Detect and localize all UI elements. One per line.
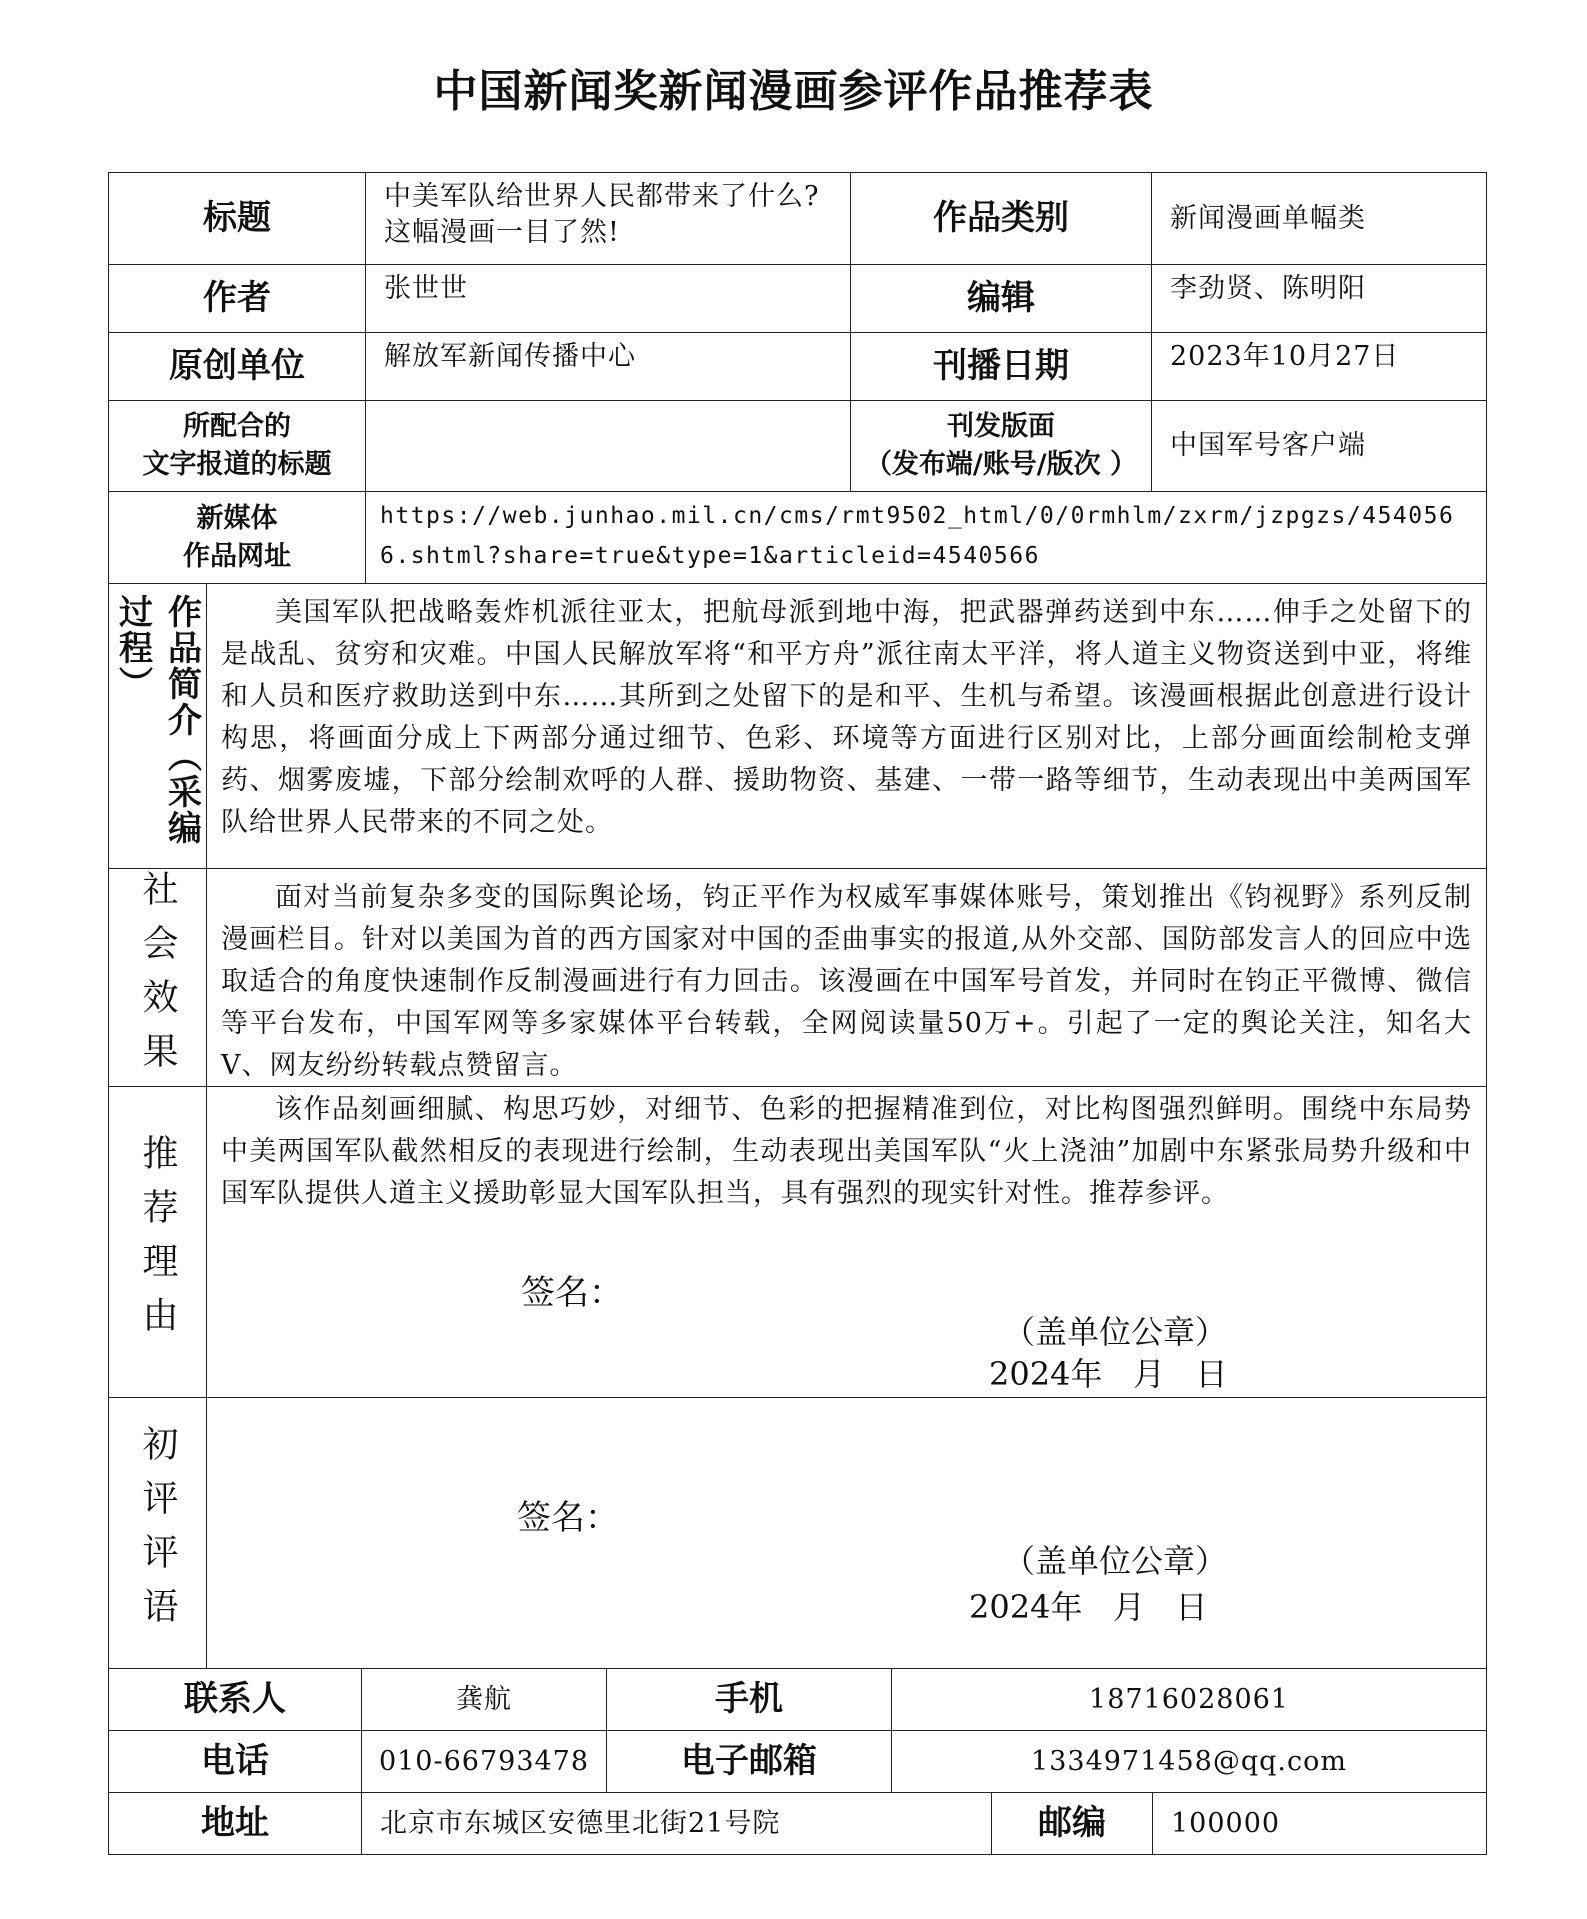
intro-label: 作品简介（采编过程） (112, 594, 202, 846)
editor-value: 李劲贤、陈明阳 (1151, 264, 1487, 333)
url-label (108, 491, 366, 584)
title-label: 标题 (108, 172, 366, 265)
email-label: 电子邮箱 (606, 1730, 892, 1793)
review-box (206, 1397, 1487, 1669)
effect-text: 面对当前复杂多变的国际舆论场，钧正平作为权威军事媒体账号，策划推出《钧视野》系列反制漫画栏目。针对以美国为首的西方国家对中国的歪曲事实的报道,从外交部、国防部发言人的回应中选取适合的角度快速制作反制漫画进行有力回击。该漫画在中国军号首发，并同时在钧正平微博、微信等平台发布，中国军网等多家媒体平台转载，全网阅读量50万+。引起了一定的舆论关注，知名大V、网友纷纷转载点赞留言。 (206, 868, 1487, 1087)
contact-value: 龚航 (361, 1668, 607, 1731)
editor-label: 编辑 (850, 264, 1152, 333)
date-value: 2023年10月27日 (1151, 332, 1487, 401)
reason-date: 2024年 月 日 (989, 1355, 1228, 1393)
phone-value: 010-66793478 (361, 1730, 607, 1793)
author-label: 作者 (108, 264, 366, 333)
address-label: 地址 (108, 1792, 362, 1855)
review-label: 初评评语 (137, 1425, 178, 1641)
unit-value: 解放军新闻传播中心 (365, 332, 851, 401)
reason-stamp: （盖单位公章） (1003, 1313, 1228, 1351)
reason-label-cell (108, 1086, 207, 1398)
effect-label-cell (108, 868, 207, 1087)
document-title: 中国新闻奖新闻漫画参评作品推荐表 (433, 66, 1154, 117)
title-value: 中美军队给世界人民都带来了什么?这幅漫画一目了然! (365, 172, 851, 265)
email-value: 1334971458@qq.com (891, 1730, 1487, 1793)
review-stamp: （盖单位公章） (1003, 1542, 1228, 1580)
postcode-value: 100000 (1152, 1792, 1487, 1855)
review-label-cell (108, 1397, 207, 1669)
category-label: 作品类别 (850, 172, 1152, 265)
issue-label (850, 400, 1152, 492)
review-date: 2024年 月 日 (969, 1588, 1208, 1626)
date-label: 刊播日期 (850, 332, 1152, 401)
category-value: 新闻漫画单幅类 (1151, 172, 1487, 265)
effect-label: 社会效果 (137, 869, 178, 1086)
contact-label: 联系人 (108, 1668, 362, 1731)
mobile-label: 手机 (606, 1668, 892, 1731)
author-value: 张世世 (365, 264, 851, 333)
reason-box (206, 1086, 1487, 1398)
issue-value: 中国军号客户端 (1151, 400, 1487, 492)
address-value: 北京市东城区安德里北街21号院 (361, 1792, 992, 1855)
issue-label-line1: 刊发版面 (947, 411, 1055, 442)
phone-label: 电话 (108, 1730, 362, 1793)
postcode-label: 邮编 (991, 1792, 1153, 1855)
text-report-label (108, 400, 366, 492)
intro-text: 美国军队把战略轰炸机派往亚太，把航母派到地中海，把武器弹药送到中东……伸手之处留下的是战乱、贫穷和灾难。中国人民解放军将“和平方舟”派往南太平洋，将人道主义物资送到中亚，将维和人员和医疗救助送到中东……其所到之处留下的是和平、生机与希望。该漫画根据此创意进行设计构思，将画面分成上下两部分通过细节、色彩、环境等方面进行区别对比，上部分画面绘制枪支弹药、烟雾废墟，下部分绘制欢呼的人群、援助物资、基建、一带一路等细节，生动表现出中美两国军队给世界人民带来的不同之处。 (206, 583, 1487, 869)
url-label-line1: 新媒体 (196, 502, 278, 534)
reason-label: 推荐理由 (137, 1134, 178, 1350)
review-signature: 签名： (517, 1498, 619, 1538)
reason-text: 该作品刻画细腻、构思巧妙，对细节、色彩的把握精准到位，对比构图强烈鲜明。围绕中东局势中美两国军队截然相反的表现进行绘制，生动表现出美国军队“火上浇油”加剧中东紧张局势升级和中国军队提供人道主义援助彰显大国军队担当，具有强烈的现实针对性。推荐参评。 (221, 1094, 1472, 1209)
text-report-label-line1: 所配合的 (183, 411, 291, 442)
text-report-value (365, 400, 851, 492)
mobile-value: 18716028061 (891, 1668, 1487, 1731)
text-report-label-line2: 文字报道的标题 (142, 449, 332, 480)
reason-signature: 签名： (521, 1273, 623, 1313)
url-value: https://web.junhao.mil.cn/cms/rmt9502_html/0/0rmhlm/zxrm/jzpgzs/4540566.shtml?share=true&type=1&articleid=4540566 (365, 491, 1487, 584)
issue-label-line2: （发布端/账号/版次 ） (864, 449, 1138, 480)
intro-label-cell (108, 583, 207, 869)
unit-label: 原创单位 (108, 332, 366, 401)
url-label-line2: 作品网址 (183, 540, 291, 572)
